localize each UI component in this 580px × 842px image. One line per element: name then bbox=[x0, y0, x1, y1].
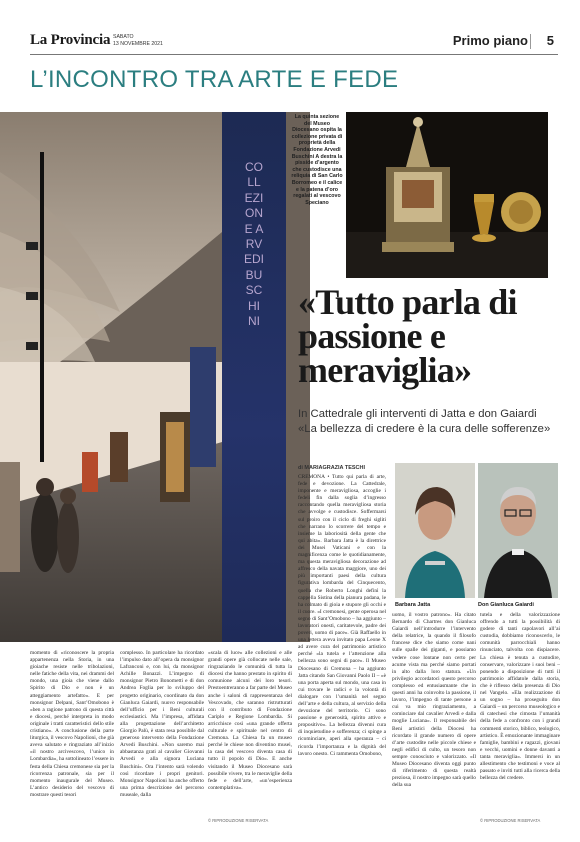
article-column-lead: CREMONA • Tutto qui parla di arte, fede e devozione. La Cattedrale, imponente e meravigliosa, accoglie i fedeli fin dalla soglia d’ingresso raccontando quella meravigliosa storia che avvolge e custodisce. Soffermarsi sul proiro con il ciclo di freghi sigliti che narrano lo scorrere del tempo e insieme la laboriosità della gente che qui abita». Barbara Jatta è la direttrice dei Musei Vaticani e con la magnificenza come le quotidianamente, ma questa meravigliosa decorazione ad affresco della navata maggiore, uno dei più importanti paesi della cultura figurativa lombarda del Cinquecento, quella che Roberto Longhi definì la cappella Sistina della pianura padana, le ha colmato di gioia e stupore gli occhi e il cuore. «I cremonesi, gente operosa nel segno di Sant’Omobono – ha aggiunto – lavoratori onesti, caritatevole, padre dei poveri, uomo di pace». Già Raffaello in una lettera aveva invitato papa Leone X ad avere cura del patrimonio artistico perché «la tutela e l’attenzione alla bellezza sono segni di pace». Il Museo Diocesano di Cremona – ha aggiunto Jatta citando San Giovanni Paolo II – «è una porta aperta sul mondo, una casa in cui trovare le radici e la volontà di dialogare con l’umanità nel segno dell’arte e della cultura, al servizio della devozione del territorio. Ci sono passione e generosità, spirito attivo e propositivo». La bellezza divenni cura di inquietudine e sofferenza; ci spinge a ricominciare, aperi alla speranza – ci ricorda l’importanza e la dignità del lavoro onesto. Ci rammenta Omobono, bbox=[298, 474, 386, 757]
page-number-divider bbox=[530, 34, 531, 49]
byline: di MARIAGRAZIA TESCHI bbox=[298, 465, 366, 471]
copyright-notice: © RIPRODUZIONE RISERVATA bbox=[208, 818, 269, 823]
collection-banner-text: COLLEZIONE ARVEDI BUSCHINI bbox=[244, 160, 265, 329]
masthead: La Provincia bbox=[30, 32, 111, 48]
reliquary-photo-illustration bbox=[346, 112, 548, 278]
date-full: 13 NOVEMBRE 2021 bbox=[113, 40, 163, 47]
kicker: L’INCONTRO TRA ARTE E FEDE bbox=[30, 66, 399, 93]
reliquary-photo bbox=[346, 112, 548, 278]
headline: «Tutto parla di passione e meraviglia» bbox=[298, 282, 517, 390]
article-column-3: «scala di luce» alle collezioni e alle grandi opere già collocate nelle sale, ringraziando le comunità di tutta la diocesi che hanno prestato in spirito di comunione alcuni dei loro tesori. Prestoentreranno a far parte del Museo anche i saloni di rappresentanza del Vescovado, che saranno ristrutturati con il contributo di Fondazione Cariplo e Regione Lombardia. Si arricchisce così «una grande offerta culturale e spirituale nel centro di Cremona. La Chiesa fa un museo perché le chiese non diventino musei, la casa del vescovo diventa casa di tutto il popolo di Dio». E anche visitando il Museo Diocesano sarà possibile vivere, tra le meraviglie della fede e dell’arte, «un’esperienza contemplativa». bbox=[208, 650, 292, 791]
portrait-barbara-jatta bbox=[395, 463, 475, 598]
portrait-illustration bbox=[395, 463, 475, 598]
portrait-caption: Barbara Jatta bbox=[395, 602, 431, 608]
article-column-5: uomo, il vostro patrono». Ha citato Bernardo di Chartres don Gianluca Gaiardi nell’introdurre l’intervento della relatrice, la quando il filosofo francese dice che siamo come nani sulle spalle dei giganti, e possiamo vedere cose lontane non certo per acume vista ma perché siamo portati in alto dalla loro statura. «Un privilegio accordatoci questo percorso complesso ed entusiasmante che in questi anni ha coinvolto la passione, il lavoro, l’impegno di tante persone a cui va mio ringraziamento, a cominciare dal cavalier Arvedi e dalla moglie Luciana». Il responsabile dei Beni artistici della Diocesi ha ricordato il grande numero di opere d’arte custodite nelle piccole chiese e negli edifici di culto, un tesoro non sempre conosciuto e valorizzato. «Il Museo Diocesano diventa oggi punto di riferimento di questa realtà preziosa, il nostro impegno sarà quello della sua bbox=[392, 612, 476, 789]
portrait-illustration bbox=[478, 463, 558, 598]
date-block bbox=[113, 34, 163, 47]
photo-caption: La quinta sezione del Museo Diocesano ospita la collezione privata di proprietà della Fondazione Arvedi Buschini A destra la pisside d’argento che custodisce una reliquia di San Carlo Borromeo e il calice e la patena d’oro regalati al vescovo Speciano bbox=[291, 114, 343, 206]
subheadline-quote: «La bellezza di credere è la cura delle sofferenze» bbox=[298, 423, 551, 435]
date-day: SABATO bbox=[113, 34, 134, 40]
portrait-gianluca-gaiardi bbox=[478, 463, 558, 598]
article-column-1: momento di «riconoscere la propria appartenenza nella Storia, in una gioiache resiste nelle tribolazioni, nelle fatiche della vita, nei drammi del mondo, una gioia che viene dallo Spirito di Dio e non è un atteggiamento artefatto». E per monsignor Delpani, Sant’Omobono è «ben a ragione patrono di questa città e diocesi, perché interpreta in modo originale i tratti caratteristici dello stile cristiano». A conclusione della parte liturgica, il vescovo Napolioni, che già aveva salutato e ringraziato all’inizio «il nostro arcivescovo, l’unico in Lombardia», ha sottolineato l’essere in festa della Chiesa cremonese sia per la ricorrenza patronale, sia per il momento inaugurale del Museo. L’antico desiderio del vescovo di mostrare questi tesori bbox=[30, 650, 114, 798]
article-column-6: tutela e della valorizzazione offrendo a tutti la possibilità di godere di tanti capolavori all’ai custodia, dobbiamo riconoscerlo, le comunità parrocchiali hanno rinunciato, talvolta con dispiacere. La chiesa è tenuta a custodire, conservare, valorizzare i suoi beni – ponendo a disposizione di tutti il patrimonio affidatole dalla storia, che è riflesso della presenza di Dio nel Vangelo. «Ela realizzazione di un sogno – ha proseguito don Gaiardi – un percorso museologico e di catechesi che cimosta l’umanità della fede a confronto con i grandi commenti storico, biblico, teologico, artistico. È emozionante immaginare famiglie, bambini e ragazzi, giovani e vecchi, uomini e donne davanti a tanta meraviglia». Immersi in un allestimento che testimoni e voce al passato e inviti tutti alla ricerca della bellezza del credere. bbox=[480, 612, 560, 782]
header-rule bbox=[30, 54, 558, 55]
portrait-caption: Don Gianluca Gaiardi bbox=[478, 602, 534, 608]
page-number: 5 bbox=[546, 33, 554, 48]
subheadline: In Cattedrale gli interventi di Jatta e don Gaiardi bbox=[298, 408, 537, 420]
article-column-2: complesso. In particolare ha ricordato l’impulso dato all’opera da monsignor Lafranconi e, con lui, da monsignor Achille Bonazzi. L’impegno di monsignor Pietro Bonometti e di don Andrea Foglia per lo sviluppo del progetto originario, coordinato da don Gianluca Gaiardi, nuovo responsabile dell’ufficio per i Beni culturali ecclesiastici. Ma l’impresa, affidata alla progettazione dell’architetto Giorgio Palù, è stata resa possibile dal generoso intervento della Fondazione Arvedi Buschini. «Non saremo mai abbastanza grati al cavalier Giovanni Arvedi e alla signora Luciana Buschini». Ora l’intento sarà volendo così ricordare i propri genitori. Monsignor Napolioni ha anche offerto una prima descrizione del percorso museale, dalla bbox=[120, 650, 204, 798]
section-label: Primo piano bbox=[452, 33, 528, 48]
copyright-notice: © RIPRODUZIONE RISERVATA bbox=[480, 818, 541, 823]
